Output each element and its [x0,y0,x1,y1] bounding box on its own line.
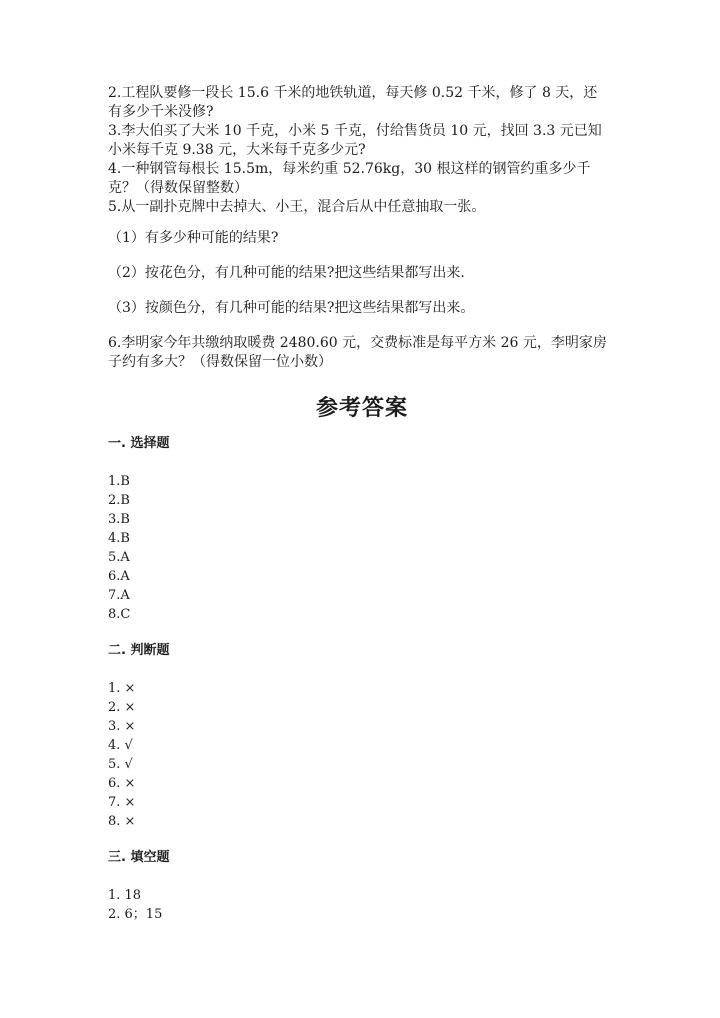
answer-item: 8. × [108,814,136,829]
answer-item: 3.B [108,512,130,527]
answer-item: 2. 6；15 [108,907,163,922]
answer-section-fill-blank [108,849,616,924]
answer-item: 7. × [108,795,136,810]
answer-list-judgement [108,679,616,831]
question-2-line-1: 2.工程队要修一段长 15.6 千米的地铁轨道，每天修 0.52 千米，修了 8 天，还 [108,85,598,101]
question-5-line-1: 5.从一副扑克牌中去掉大、小王，混合后从中任意抽取一张。 [108,199,486,215]
section-title-choice: 一. 选择题 [108,436,170,451]
question-3-line-2: 小米每千克 9.38 元，大米每千克多少元? [108,142,366,158]
answer-item: 4. √ [108,738,133,753]
question-6-line-1: 6.李明家今年共缴纳取暖费 2480.60 元，交费标准是每平方米 26 元，李明家房 [108,335,607,351]
answers-title: 参考答案 [315,395,408,421]
answer-item: 4.B [108,531,130,546]
question-6 [108,334,616,372]
answer-item: 3. × [108,719,136,734]
worksheet-page [108,84,616,924]
answer-list-fill-blank [108,886,616,924]
section-title-judgement: 二. 判断题 [108,643,170,658]
question-4 [108,160,616,198]
answer-item: 6.A [108,569,130,584]
answer-item: 5.A [108,550,130,565]
question-3-line-1: 3.李大伯买了大米 10 千克，小米 5 千克，付给售货员 10 元，找回 3.3 元已知 [108,123,602,139]
answer-item: 2.B [108,493,130,508]
answer-item: 1. × [108,681,136,696]
answer-list-choice [108,472,616,624]
answer-section-choice [108,435,616,624]
answer-section-judgement [108,642,616,831]
question-5-sub-2: （2）按花色分，有几种可能的结果?把这些结果都写出来. [108,265,465,281]
question-4-line-2: 克？（得数保留整数） [108,180,248,196]
question-5 [108,198,616,318]
question-4-line-1: 4.一种钢管每根长 15.5m，每米约重 52.76kg，30 根这样的钢管约重多少千 [108,161,591,177]
answer-item: 6. × [108,776,136,791]
answer-item: 5. √ [108,757,133,772]
question-6-line-2: 子约有多大？（得数保留一位小数） [108,354,332,370]
answer-item: 1. 18 [108,888,142,903]
question-2-line-2: 有多少千米没修? [108,104,214,120]
answer-item: 8.C [108,607,131,622]
question-5-sub-1: （1）有多少种可能的结果? [108,230,279,246]
question-3 [108,122,616,160]
answer-item: 2. × [108,700,136,715]
question-5-sub-3: （3）按颜色分，有几种可能的结果?把这些结果都写出来。 [108,300,475,316]
answer-item: 7.A [108,588,130,603]
question-2 [108,84,616,122]
answer-item: 1.B [108,474,130,489]
section-title-fill-blank: 三. 填空题 [108,850,170,865]
